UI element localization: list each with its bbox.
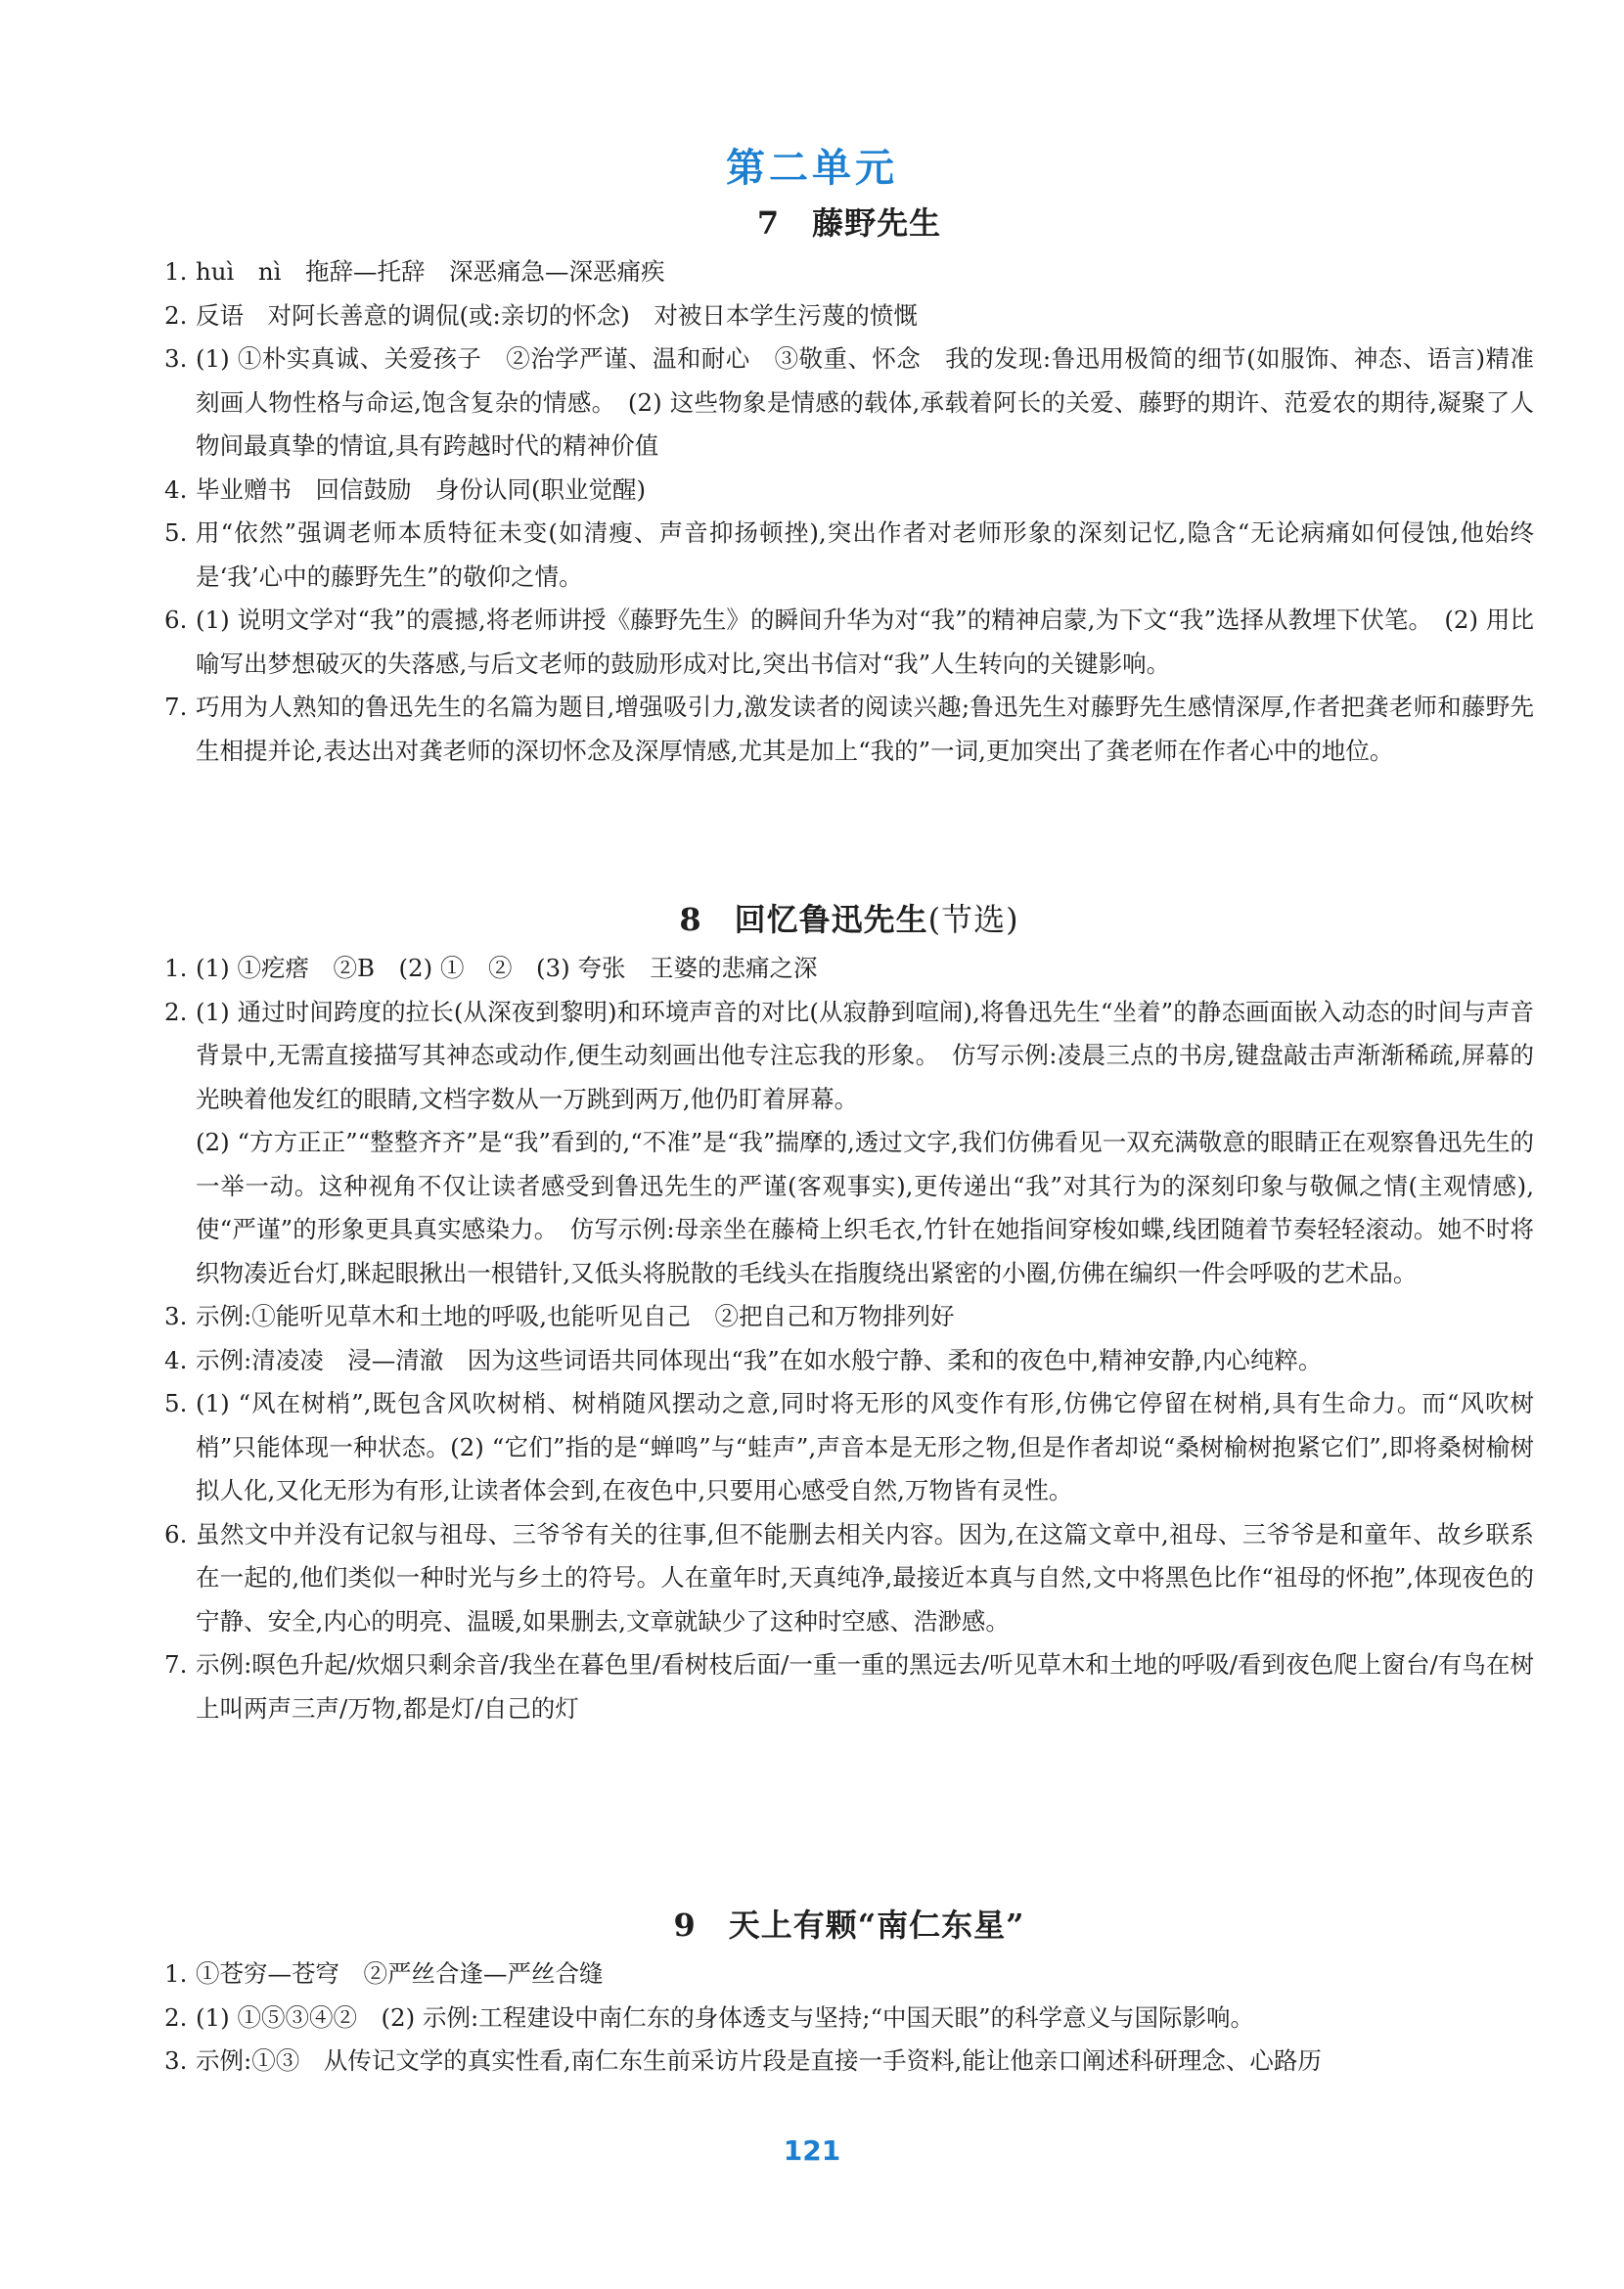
answer-item: 3. 示例:①③ 从传记文学的真实性看,南仁东生前采访片段是直接一手资料,能让他亲口阐述科研理念、心路历 [164,2046,1322,2075]
answer-item: 3. 示例:①能听见草木和土地的呼吸,也能听见自己 ②把自己和万物排列好 [164,1302,955,1330]
unit-title: 第二单元 [726,146,898,191]
answer-item: 1. ①苍穷—苍穹 ②严丝合逢—严丝合缝 [164,1959,604,1988]
answer-item: (2) “方方正正”“整整齐齐”是“我”看到的,“不准”是“我”揣摩的,透过文字,我们仿佛看见一双充满敬意的眼睛正在观察鲁迅先生的一举一动。这种视角不仅让读者感受到鲁迅先生的严谨(客观事实),更传递出“我”对其行为的深刻印象与敬佩之情(主观情感),使“严谨”的形象更具真实感染力。 仿写示例:母亲坐在藤椅上织毛衣,竹针在她指间穿梭如蝶,线团随着节奏轻轻滚动。她不时将织物凑近台灯,眯起眼揪出一根错针,又低头将脱散的毛线头在指腹绕出紧密的小圈,仿佛在编织一件会呼吸的艺术品。 [196,1128,1534,1287]
section-lesson-8 [164,900,1534,1730]
answer-item: 6. (1) 说明文学对“我”的震撼,将老师讲授《藤野先生》的瞬间升华为对“我”的精神启蒙,为下文“我”选择从教埋下伏笔。 (2) 用比喻写出梦想破灭的失落感,与后文老师的鼓励形成对比,突出书信对“我”人生转向的关键影响。 [164,606,1534,678]
answer-item: 4. 毕业赠书 回信鼓励 身份认同(职业觉醒) [164,474,647,504]
answer-item: 3. (1) ①朴实真诚、关爱孩子 ②治学严谨、温和耐心 ③敬重、怀念 我的发现:鲁迅用极简的细节(如服饰、神态、语言)精准刻画人物性格与命运,饱含复杂的情感。 (2) 这些物象是情感的载体,承载着阿长的关爱、藤野的期许、范爱农的期待,凝聚了人物间最真挚的情谊,具有跨越时代的精神价值 [164,344,1534,460]
answer-item: 4. 示例:清凌凌 浸—清澈 因为这些词语共同体现出“我”在如水般宁静、柔和的夜色中,精神安静,内心纯粹。 [164,1345,1323,1374]
answer-item: 2. (1) 通过时间跨度的拉长(从深夜到黎明)和环境声音的对比(从寂静到喧闹),将鲁迅先生“坐着”的静态画面嵌入动态的时间与声音背景中,无需直接描写其神态或动作,便生动刻画出他专注忘我的形象。 仿写示例:凌晨三点的书房,键盘敲击声渐渐稀疏,屏幕的光映着他发红的眼睛,文档字数从一万跳到两万,他仍盯着屏幕。 [164,997,1534,1113]
answer-item: 6. 虽然文中并没有记叙与祖母、三爷爷有关的往事,但不能删去相关内容。因为,在这篇文章中,祖母、三爷爷是和童年、故乡联系在一起的,他们类似一种时光与乡土的符号。人在童年时,天真纯净,最接近本真与自然,文中将黑色比作“祖母的怀抱”,体现夜色的宁静、安全,内心的明亮、温暖,如果删去,文章就缺少了这种时空感、浩渺感。 [164,1519,1534,1636]
answer-item: 5. (1) “风在树梢”,既包含风吹树梢、树梢随风摆动之意,同时将无形的风变作有形,仿佛它停留在树梢,具有生命力。而“风吹树梢”只能体现一种状态。(2) “它们”指的是“蝉鸣”与“蛙声”,声音本是无形之物,但是作者却说“桑树榆树抱紧它们”,即将桑树榆树拟人化,又化无形为有形,让读者体会到,在夜色中,只要用心感受自然,万物皆有灵性。 [164,1389,1534,1504]
lesson-title: 7 藤野先生 [756,204,942,242]
lesson-title: 9 天上有颗“南仁东星” [673,1907,1025,1944]
answer-item: 5. 用“依然”强调老师本质特征未变(如清瘦、声音抑扬顿挫),突出作者对老师形象的深刻记忆,隐含“无论病痛如何侵蚀,他始终是‘我’心中的藤野先生”的敬仰之情。 [164,518,1534,591]
answer-item: 2. 反语 对阿长善意的调侃(或:亲切的怀念) 对被日本学生污蔑的愤慨 [164,300,918,330]
answer-item: 7. 示例:暝色升起/炊烟只剩余音/我坐在暮色里/看树枝后面/一重一重的黑远去/听见草木和土地的呼吸/看到夜色爬上窗台/有鸟在树上叫两声三声/万物,都是灯/自己的灯 [164,1650,1534,1723]
lesson-title: 8 回忆鲁迅先生(节选) [679,901,1019,938]
answer-item: 1. huì nì 拖辞—托辞 深恶痛急—深恶痛疾 [164,257,665,286]
section-lesson-7 [164,203,1534,773]
answer-item: 1. (1) ①疙瘩 ②B (2) ① ② (3) 夸张 王婆的悲痛之深 [164,954,818,982]
section-lesson-9 [164,1906,1534,2084]
answer-item: 7. 巧用为人熟知的鲁迅先生的名篇为题目,增强吸引力,激发读者的阅读兴趣;鲁迅先生对藤野先生感情深厚,作者把龚老师和藤野先生相提并论,表达出对龚老师的深切怀念及深厚情感,尤其是加上“我的”一词,更加突出了龚老师在作者心中的地位。 [164,693,1534,765]
answer-item: 2. (1) ①⑤③④② (2) 示例:工程建设中南仁东的身体透支与坚持;“中国天眼”的科学意义与国际影响。 [164,2002,1255,2032]
page-number: 121 [783,2134,841,2167]
